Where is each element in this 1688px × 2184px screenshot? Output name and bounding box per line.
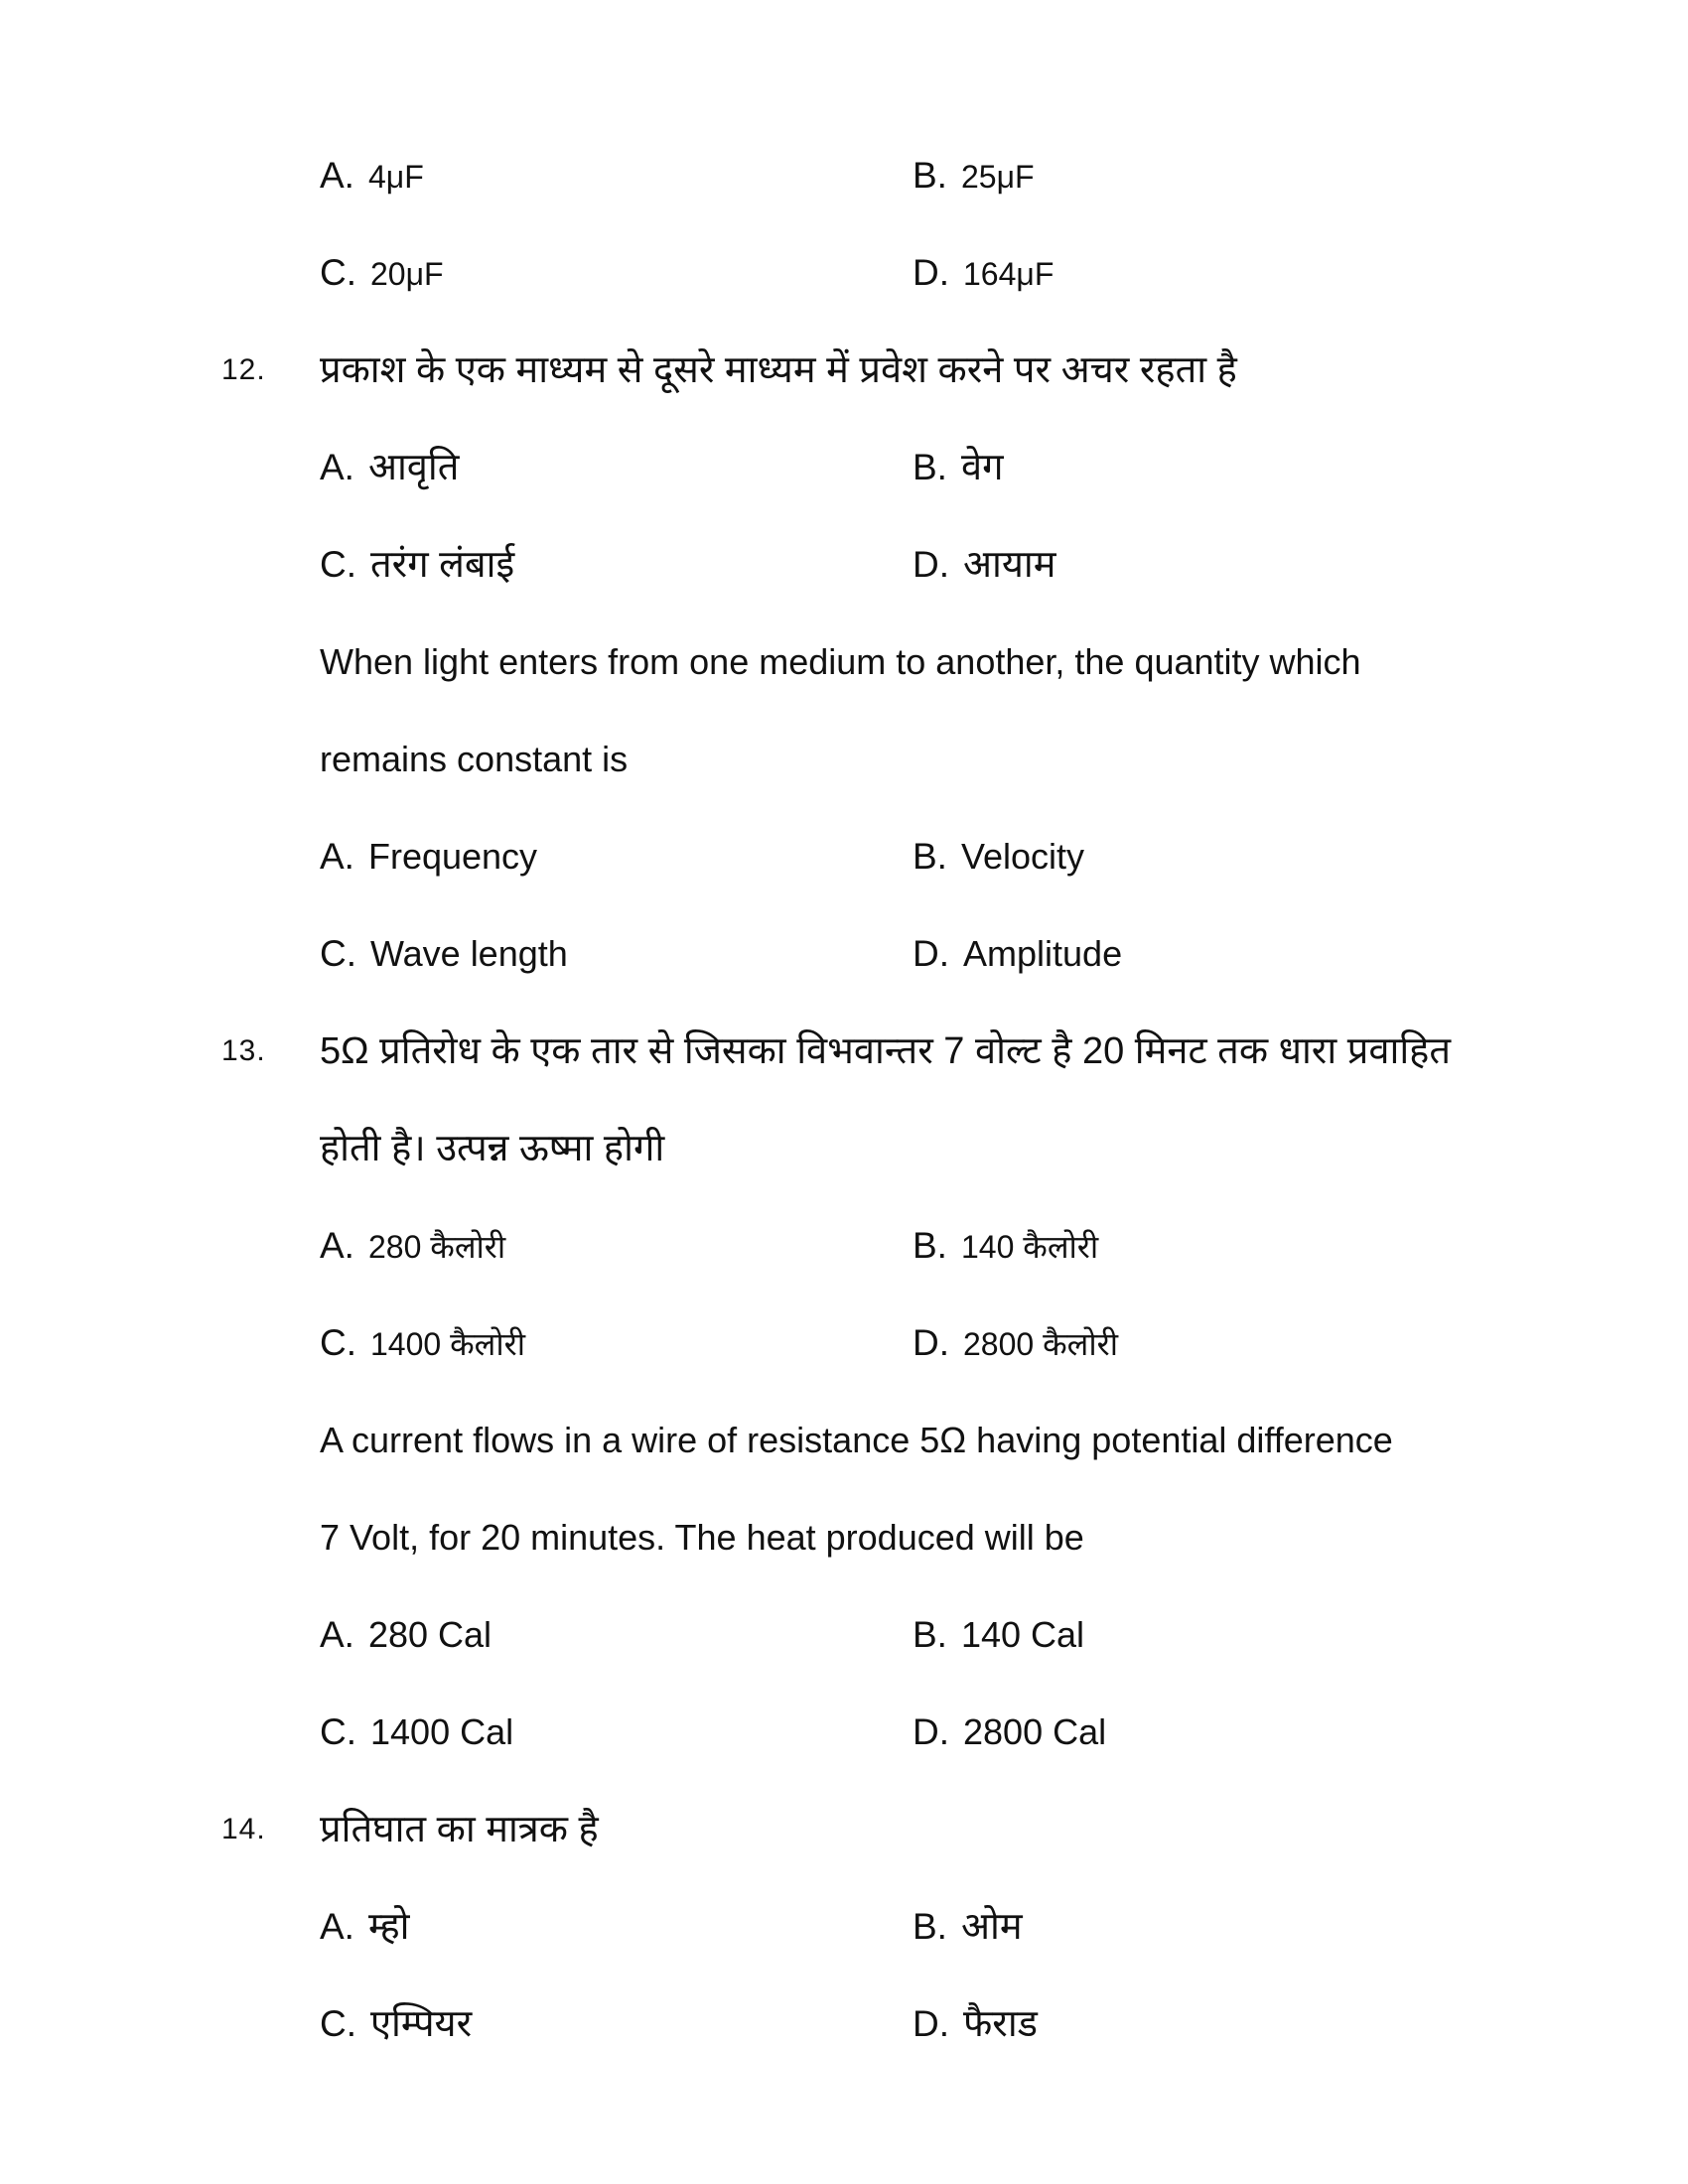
option-letter: C. bbox=[320, 544, 356, 585]
question-number: 14. bbox=[221, 1813, 266, 1845]
q11-options-row-2 bbox=[0, 224, 1688, 322]
option-c bbox=[320, 1976, 472, 2081]
option-b bbox=[913, 127, 1035, 232]
question-13-hindi-line-1 bbox=[0, 1003, 1688, 1100]
option-c bbox=[320, 516, 514, 621]
question-text-hindi: प्रकाश के एक माध्यम से दूसरे माध्यम में प्रवेश करने पर अचर रहता है bbox=[320, 349, 1237, 391]
option-value: आयाम bbox=[963, 544, 1056, 586]
q14-options-row-2 bbox=[0, 1976, 1688, 2073]
option-value: Amplitude bbox=[963, 933, 1123, 974]
option-value: Frequency bbox=[367, 836, 538, 877]
q13-english-options-row-2 bbox=[0, 1684, 1688, 1781]
q13-english-options-row-1 bbox=[0, 1586, 1688, 1684]
question-12-english-line-2 bbox=[0, 711, 1688, 808]
option-value: 2800 Cal bbox=[963, 1711, 1107, 1752]
q11-options-row-1 bbox=[0, 127, 1688, 224]
option-a bbox=[320, 1586, 492, 1692]
option-value: तरंग लंबाई bbox=[370, 544, 515, 586]
option-value: आवृति bbox=[367, 447, 460, 488]
option-b bbox=[913, 1586, 1084, 1692]
question-text-hindi: प्रतिघात का मात्रक है bbox=[320, 1809, 599, 1850]
option-value: 20μF bbox=[370, 256, 444, 292]
q13-hindi-options-row-1 bbox=[0, 1197, 1688, 1295]
option-value: वेग bbox=[960, 447, 1004, 488]
option-letter: B. bbox=[913, 447, 947, 487]
option-c bbox=[320, 1295, 525, 1400]
question-14-hindi bbox=[0, 1781, 1688, 1878]
option-value: 25μF bbox=[960, 159, 1035, 195]
q13-hindi-options-row-2 bbox=[0, 1295, 1688, 1392]
question-text-english: When light enters from one medium to another, the quantity which bbox=[320, 641, 1361, 682]
option-c bbox=[320, 1684, 513, 1789]
option-letter: A. bbox=[320, 447, 354, 487]
q12-english-options-row-2 bbox=[0, 905, 1688, 1003]
question-sheet bbox=[0, 127, 1688, 2073]
option-c bbox=[320, 224, 444, 330]
question-13-english-line-2 bbox=[0, 1489, 1688, 1586]
option-d bbox=[913, 1295, 1118, 1400]
q12-hindi-options-row-1 bbox=[0, 419, 1688, 516]
option-d bbox=[913, 1976, 1038, 2081]
option-letter: D. bbox=[913, 2003, 949, 2044]
q12-english-options-row-1 bbox=[0, 808, 1688, 905]
option-letter: B. bbox=[913, 1906, 947, 1947]
question-number: 12. bbox=[221, 353, 266, 386]
option-b bbox=[913, 419, 1004, 524]
option-letter: D. bbox=[913, 933, 949, 974]
option-letter: D. bbox=[913, 544, 949, 585]
option-b bbox=[913, 1197, 1098, 1302]
option-a bbox=[320, 1878, 409, 1983]
option-value: 140 कैलोरी bbox=[960, 1229, 1099, 1265]
question-13-english-line-1 bbox=[0, 1392, 1688, 1489]
option-letter: D. bbox=[913, 1322, 949, 1363]
option-value: Velocity bbox=[960, 836, 1085, 877]
question-12-hindi bbox=[0, 322, 1688, 419]
option-value: 4μF bbox=[367, 159, 424, 195]
question-13-hindi-line-2 bbox=[0, 1100, 1688, 1197]
option-letter: D. bbox=[913, 252, 949, 293]
option-c bbox=[320, 905, 568, 1011]
question-12-english-line-1 bbox=[0, 614, 1688, 711]
option-d bbox=[913, 224, 1054, 330]
option-letter: A. bbox=[320, 836, 354, 877]
option-a bbox=[320, 1197, 505, 1302]
option-value: 1400 कैलोरी bbox=[370, 1326, 526, 1362]
option-letter: B. bbox=[913, 836, 947, 877]
option-d bbox=[913, 516, 1055, 621]
option-letter: C. bbox=[320, 933, 356, 974]
option-b bbox=[913, 1878, 1023, 1983]
question-text-english: remains constant is bbox=[320, 739, 629, 779]
option-b bbox=[913, 808, 1084, 913]
option-letter: C. bbox=[320, 1711, 356, 1752]
question-text-english: A current flows in a wire of resistance 5Ω having potential difference bbox=[320, 1420, 1393, 1460]
option-letter: C. bbox=[320, 2003, 356, 2044]
option-letter: B. bbox=[913, 1614, 947, 1655]
option-letter: A. bbox=[320, 1225, 354, 1266]
option-value: फैराड bbox=[963, 2003, 1039, 2045]
option-a bbox=[320, 127, 424, 232]
option-letter: D. bbox=[913, 1711, 949, 1752]
option-letter: B. bbox=[913, 155, 947, 196]
option-letter: A. bbox=[320, 1906, 354, 1947]
option-letter: A. bbox=[320, 1614, 354, 1655]
option-value: एम्पियर bbox=[370, 2003, 473, 2045]
option-letter: A. bbox=[320, 155, 354, 196]
option-a bbox=[320, 419, 459, 524]
question-text-english: 7 Volt, for 20 minutes. The heat produced will be bbox=[320, 1517, 1084, 1558]
option-d bbox=[913, 905, 1122, 1011]
option-value: Wave length bbox=[370, 933, 568, 974]
option-value: ओम bbox=[960, 1906, 1023, 1948]
option-letter: B. bbox=[913, 1225, 947, 1266]
option-value: म्हो bbox=[367, 1906, 410, 1948]
option-letter: C. bbox=[320, 252, 356, 293]
option-a bbox=[320, 808, 537, 913]
option-value: 164μF bbox=[963, 256, 1055, 292]
question-number: 13. bbox=[221, 1034, 266, 1067]
q12-hindi-options-row-2 bbox=[0, 516, 1688, 614]
option-d bbox=[913, 1684, 1106, 1789]
question-text-hindi: 5Ω प्रतिरोध के एक तार से जिसका विभवान्तर 7 वोल्ट है 20 मिनट तक धारा प्रवाहित bbox=[320, 1030, 1452, 1072]
option-letter: C. bbox=[320, 1322, 356, 1363]
option-value: 140 Cal bbox=[960, 1614, 1085, 1655]
q14-options-row-1 bbox=[0, 1878, 1688, 1976]
question-text-hindi: होती है। उत्पन्न ऊष्मा होगी bbox=[320, 1128, 665, 1169]
option-value: 280 Cal bbox=[367, 1614, 492, 1655]
option-value: 1400 Cal bbox=[370, 1711, 514, 1752]
option-value: 280 कैलोरी bbox=[367, 1229, 506, 1265]
option-value: 2800 कैलोरी bbox=[963, 1326, 1119, 1362]
